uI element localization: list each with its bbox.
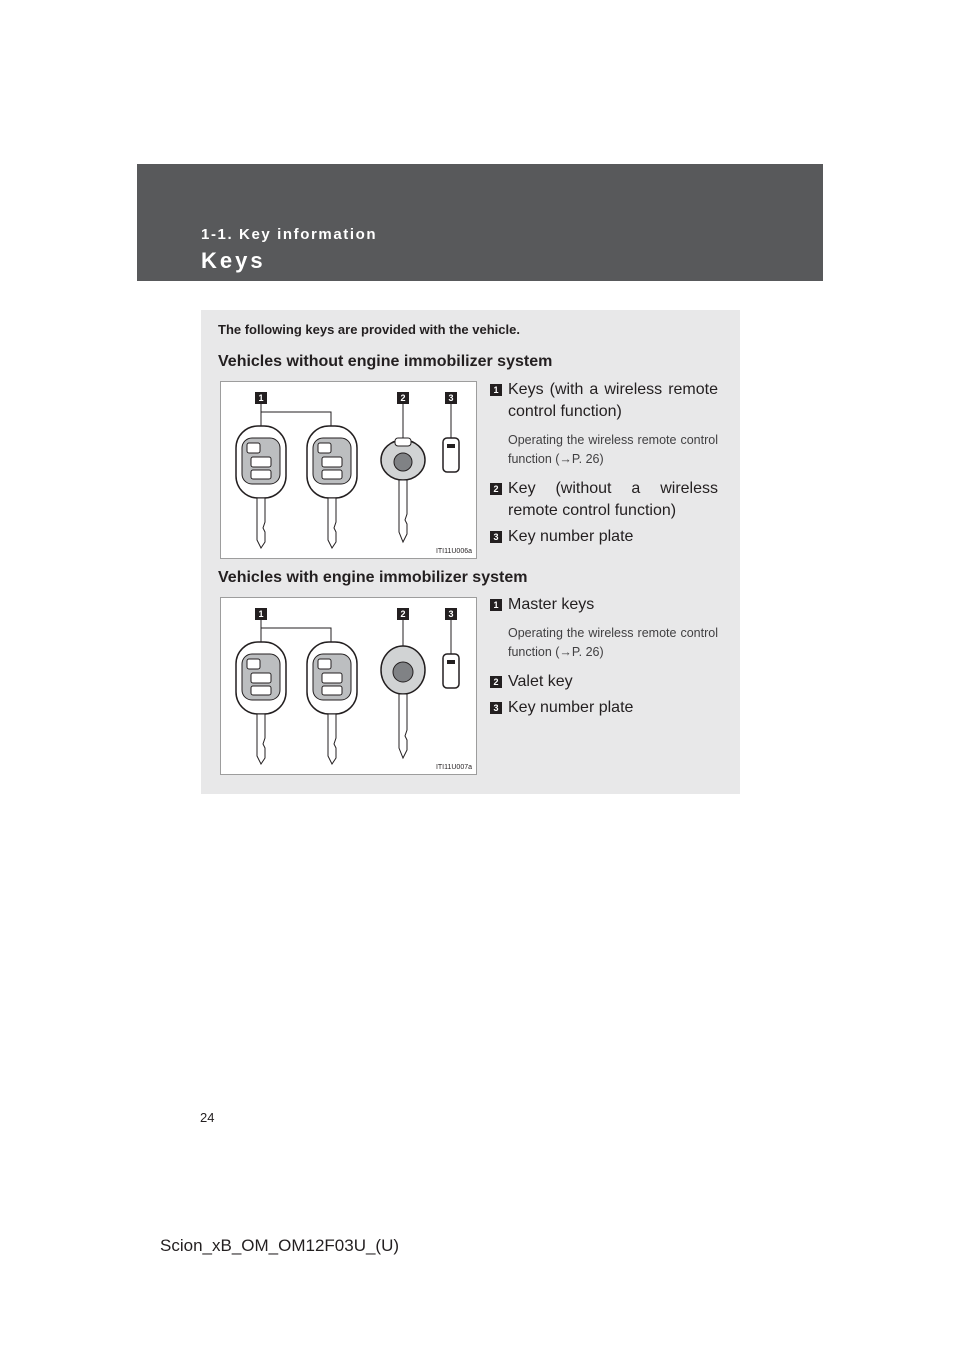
- list-item: [490, 379, 718, 423]
- item-list-with-immobilizer: [490, 594, 718, 719]
- item-number: 2: [490, 676, 502, 688]
- key-number-plate: [443, 654, 459, 688]
- section-heading-without-immobilizer: Vehicles without engine immobilizer system: [218, 353, 553, 370]
- item-number: 1: [490, 599, 502, 611]
- item-label: Key (without a wireless remote control function): [508, 480, 718, 519]
- master-key-a: [236, 642, 286, 764]
- item-list-without-immobilizer: [490, 379, 718, 548]
- master-key-b: [307, 642, 357, 764]
- section-label: 1-1. Key information: [201, 226, 378, 243]
- key-number-plate: [443, 438, 459, 472]
- intro-text: The following keys are provided with the vehicle.: [218, 322, 520, 337]
- keys-drawing: [221, 598, 476, 774]
- page-title: Keys: [201, 248, 266, 273]
- item-number: 1: [490, 384, 502, 396]
- list-item: [490, 526, 718, 548]
- list-item: [490, 697, 718, 719]
- page-number: 24: [200, 1110, 215, 1125]
- item-note: Operating the wireless remote control function (→P. 26): [508, 433, 718, 466]
- item-label: Key number plate: [508, 699, 634, 716]
- callout-text-3: 3: [448, 609, 454, 619]
- item-note: Operating the wireless remote control function (→P. 26): [508, 626, 718, 659]
- callout-text-1: 1: [258, 609, 264, 619]
- item-number: 3: [490, 702, 502, 714]
- document-code: Scion_xB_OM_OM12F03U_(U): [160, 1236, 400, 1255]
- chapter-header: [137, 164, 823, 281]
- figure-code: ITI11U006a: [435, 548, 472, 555]
- item-number: 2: [490, 483, 502, 495]
- list-item: [490, 478, 718, 522]
- plain-key: [381, 438, 425, 542]
- content-panel: [201, 310, 740, 794]
- item-label: Keys (with a wireless remote control function): [508, 381, 718, 420]
- keys-illustration-with-immobilizer: [220, 597, 477, 775]
- list-item: [490, 594, 718, 616]
- item-label: Valet key: [508, 673, 573, 690]
- callout-text-3: 3: [448, 393, 454, 403]
- section-heading-with-immobilizer: Vehicles with engine immobilizer system: [218, 569, 528, 586]
- keys-illustration-without-immobilizer: [220, 381, 477, 559]
- callout-text-1: 1: [258, 393, 264, 403]
- list-item: [490, 671, 718, 693]
- item-label: Master keys: [508, 596, 595, 613]
- valet-key: [381, 646, 425, 758]
- remote-key-b: [307, 426, 357, 548]
- item-label: Key number plate: [508, 528, 634, 545]
- keys-drawing: [221, 382, 476, 558]
- callout-text-2: 2: [400, 609, 406, 619]
- remote-key-a: [236, 426, 286, 548]
- figure-code: ITI11U007a: [435, 764, 472, 771]
- item-number: 3: [490, 531, 502, 543]
- callout-text-2: 2: [400, 393, 406, 403]
